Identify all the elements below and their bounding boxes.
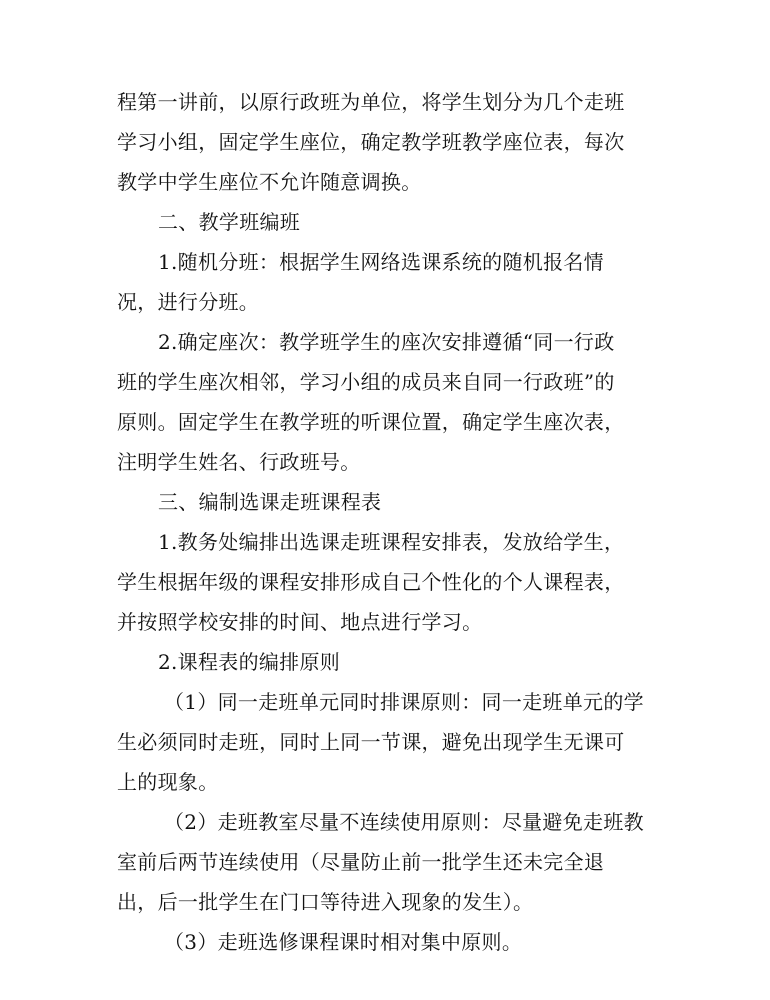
- paragraph-line: 教学中学生座位不允许随意调换。: [117, 170, 422, 194]
- paragraph-line: 室前后两节连续使用（尽量防止前一批学生还未完全退: [117, 850, 605, 874]
- paragraph-line: （3）走班选修课程课时相对集中原则。: [164, 930, 523, 954]
- paragraph-line: 生必须同时走班，同时上同一节课，避免出现学生无课可: [117, 730, 625, 754]
- paragraph-line: 况，进行分班。: [117, 290, 260, 314]
- paragraph-line: 原则。固定学生在教学班的听课位置，确定学生座次表，: [117, 410, 625, 434]
- paragraph-line: 班的学生座次相邻，学习小组的成员来自同一行政班”的: [117, 370, 615, 394]
- section-heading: 三、编制选课走班课程表: [158, 490, 382, 514]
- paragraph-line: 上的现象。: [117, 770, 219, 794]
- paragraph-line: 出，后一批学生在门口等待进入现象的发生）。: [117, 890, 534, 914]
- paragraph-line: 并按照学校安排的时间、地点进行学习。: [117, 610, 483, 634]
- paragraph-line: （1）同一走班单元同时排课原则：同一走班单元的学: [164, 690, 644, 714]
- paragraph-line: 2.课程表的编排原则: [158, 650, 341, 674]
- paragraph-line: 1.教务处编排出选课走班课程安排表，发放给学生，: [158, 530, 625, 554]
- section-heading: 二、教学班编班: [158, 210, 301, 234]
- paragraph-line: 学生根据年级的课程安排形成自己个性化的个人课程表，: [117, 570, 625, 594]
- paragraph-line: 1.随机分班：根据学生网络选课系统的随机报名情: [158, 250, 604, 274]
- paragraph-line: 程第一讲前，以原行政班为单位，将学生划分为几个走班: [117, 90, 625, 114]
- paragraph-line: （2）走班教室尽量不连续使用原则：尽量避免走班教: [164, 810, 644, 834]
- paragraph-line: 学习小组，固定学生座位，确定教学班教学座位表，每次: [117, 130, 625, 154]
- paragraph-line: 2.确定座次：教学班学生的座次安排遵循“同一行政: [158, 330, 615, 354]
- paragraph-line: 注明学生姓名、行政班号。: [117, 450, 361, 474]
